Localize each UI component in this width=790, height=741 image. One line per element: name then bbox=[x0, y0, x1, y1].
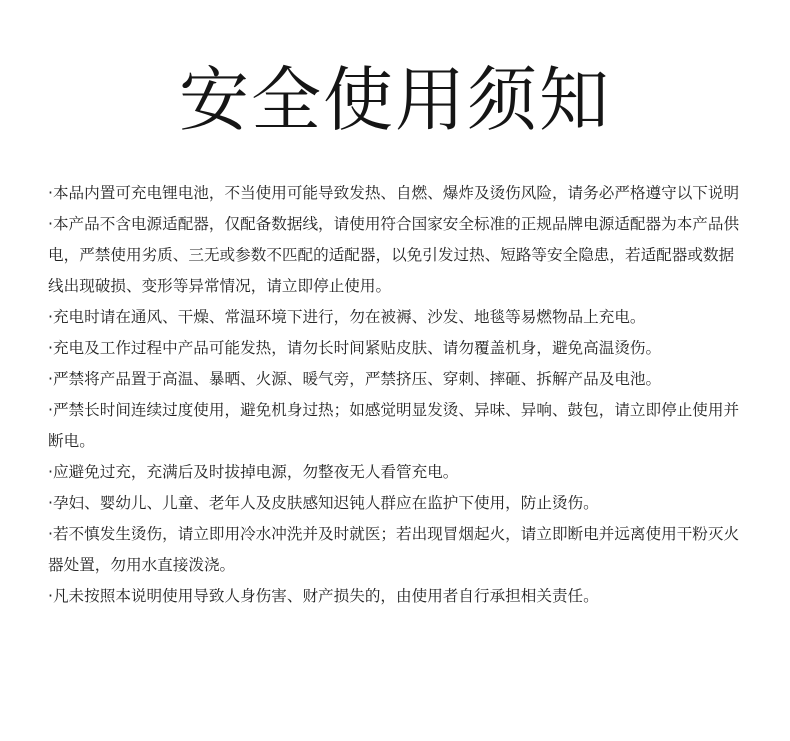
notice-line: 断电。 bbox=[48, 432, 95, 450]
notice-line: ·凡未按照本说明使用导致人身伤害、财产损失的，由使用者自行承担相关责任。 bbox=[48, 587, 599, 605]
notice-line: ·本品内置可充电锂电池，不当使用可能导致发热、自燃、爆炸及烫伤风险，请务必严格遵守以下说明 bbox=[48, 184, 740, 202]
notice-line: ·本产品不含电源适配器，仅配备数据线，请使用符合国家安全标准的正规品牌电源适配器为本产品供 bbox=[48, 215, 740, 233]
notice-item-vulnerable-groups bbox=[48, 488, 758, 519]
notice-item-overcharge bbox=[48, 457, 758, 488]
notice-line: ·充电及工作过程中产品可能发热，请勿长时间紧贴皮肤、请勿覆盖机身，避免高温烫伤。 bbox=[48, 339, 662, 357]
notice-line: ·充电时请在通风、干燥、常温环境下进行，勿在被褥、沙发、地毯等易燃物品上充电。 bbox=[48, 308, 646, 326]
notice-line: 器处置，勿用水直接泼浇。 bbox=[48, 556, 236, 574]
notice-item-charging-environment bbox=[48, 302, 758, 333]
notice-line: ·应避免过充，充满后及时拔掉电源，勿整夜无人看管充电。 bbox=[48, 463, 459, 481]
notice-line: ·严禁将产品置于高温、暴晒、火源、暖气旁，严禁挤压、穿刺、摔砸、拆解产品及电池。 bbox=[48, 370, 662, 388]
notice-item-overuse bbox=[48, 395, 758, 457]
notice-item-emergency bbox=[48, 519, 758, 581]
notice-line: ·若不慎发生烫伤，请立即用冷水冲洗并及时就医；若出现冒烟起火，请立即断电并远离使用干粉灭火 bbox=[48, 525, 740, 543]
notice-item-prohibited-conditions bbox=[48, 364, 758, 395]
notice-item-liability bbox=[48, 581, 758, 612]
notice-line: ·严禁长时间连续过度使用，避免机身过热；如感觉明显发烫、异味、异响、鼓包，请立即停止使用并 bbox=[48, 401, 740, 419]
notice-item-adapter bbox=[48, 209, 758, 302]
notice-item-battery-warning bbox=[48, 178, 758, 209]
notice-line: 电，严禁使用劣质、三无或参数不匹配的适配器，以免引发过热、短路等安全隐患，若适配器或数据 bbox=[48, 246, 735, 264]
notice-item-heat bbox=[48, 333, 758, 364]
safety-notice-list bbox=[48, 178, 758, 612]
notice-line: ·孕妇、婴幼儿、儿童、老年人及皮肤感知迟钝人群应在监护下使用，防止烫伤。 bbox=[48, 494, 599, 512]
notice-line: 线出现破损、变形等异常情况，请立即停止使用。 bbox=[48, 277, 392, 295]
page-title: 安全使用须知 bbox=[179, 59, 611, 141]
